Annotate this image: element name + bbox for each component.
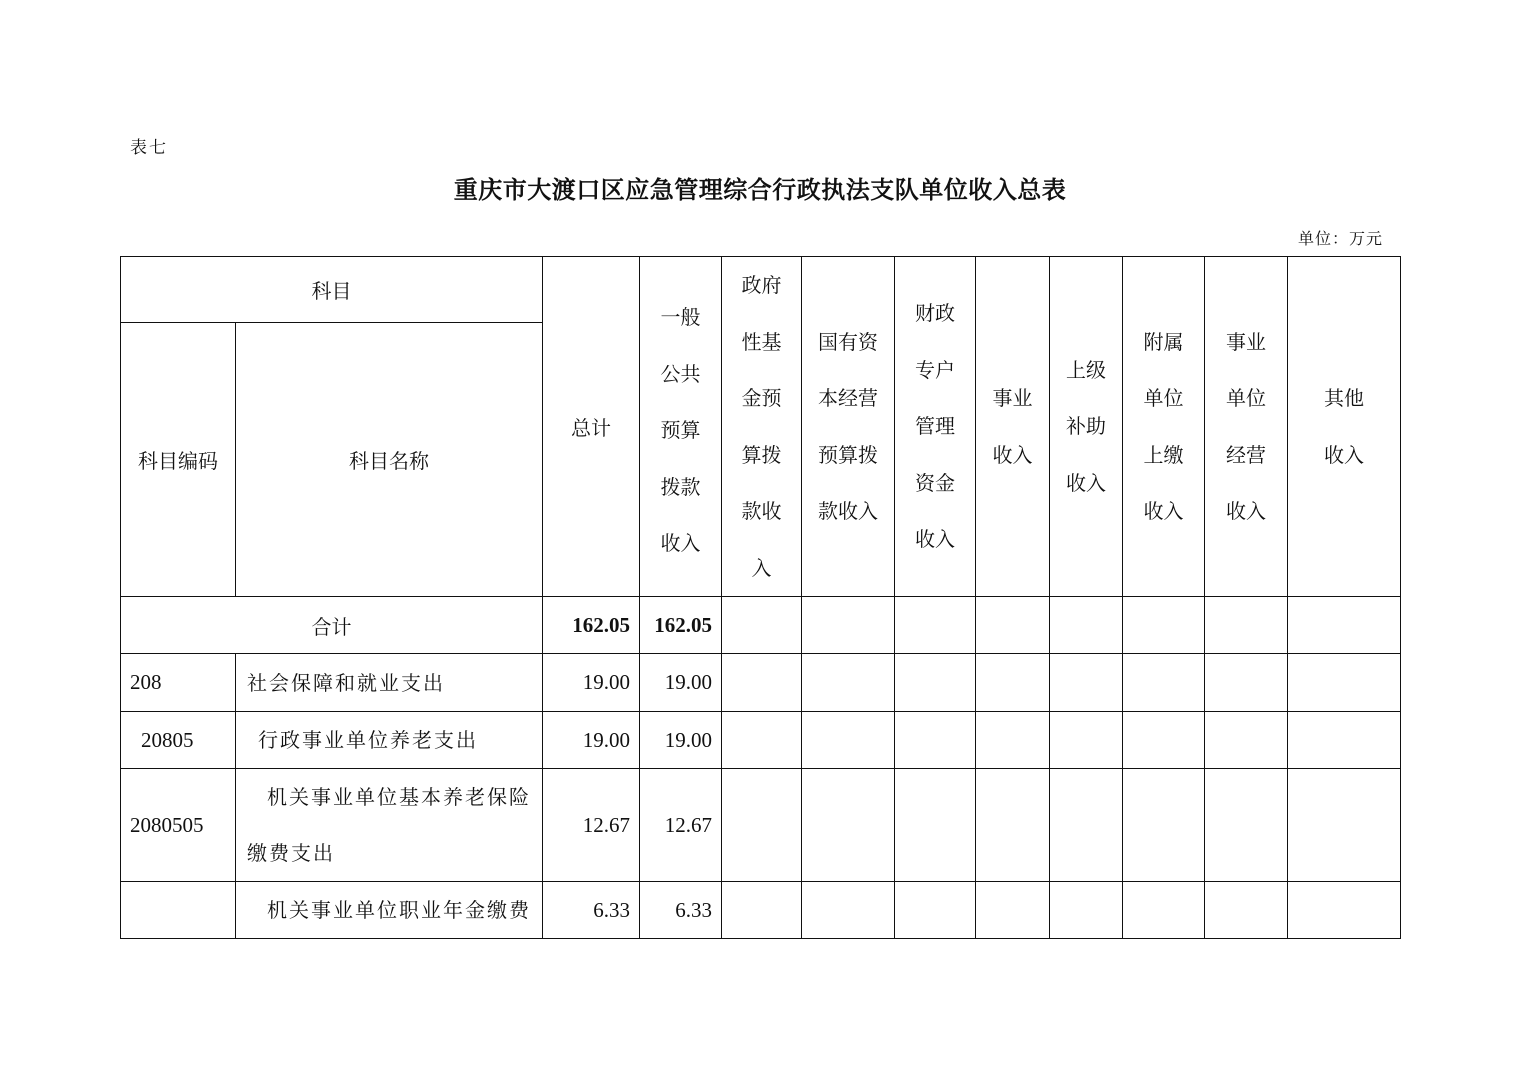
header-state-capital-line: 款收入 [818, 499, 878, 523]
empty-cell [802, 712, 895, 769]
empty-cell [1123, 597, 1205, 654]
empty-cell [722, 712, 802, 769]
header-state-capital-line: 预算拨 [818, 442, 878, 467]
header-affiliated-unit-line: 单位 [1143, 386, 1184, 410]
empty-cell [1050, 712, 1123, 769]
document-title: 重庆市大渡口区应急管理综合行政执法支队单位收入总表 [453, 175, 1067, 204]
header-general-budget [640, 257, 722, 597]
empty-cell [722, 882, 802, 939]
header-business-income [976, 257, 1050, 597]
header-state-capital-line: 本经营 [818, 386, 878, 410]
header-fiscal-special [895, 257, 976, 597]
header-fiscal-special-line: 专户 [915, 357, 955, 382]
row-total: 6.33 [543, 882, 640, 939]
row-code: 20805 [121, 712, 236, 769]
header-superior-subsidy [1050, 257, 1123, 597]
header-state-capital-line: 国有资 [818, 329, 878, 354]
header-general-budget-line: 一般 [660, 305, 701, 330]
empty-cell [1288, 597, 1401, 654]
empty-cell [1205, 882, 1288, 939]
empty-cell [1050, 654, 1123, 712]
empty-cell [1050, 882, 1123, 939]
header-general-budget-line: 公共 [660, 361, 701, 386]
empty-cell [722, 597, 802, 654]
header-superior-subsidy-line: 上级 [1066, 357, 1106, 382]
header-unit-operation-line: 事业 [1226, 329, 1266, 354]
row-total: 12.67 [543, 769, 640, 882]
empty-cell [1205, 712, 1288, 769]
header-fiscal-special-line: 收入 [915, 527, 955, 552]
header-gov-fund-line: 性基 [741, 329, 782, 354]
empty-cell [1050, 597, 1123, 654]
empty-cell [1123, 769, 1205, 882]
header-affiliated-unit-line: 收入 [1143, 499, 1184, 523]
header-superior-subsidy-line: 补助 [1066, 414, 1106, 439]
header-fiscal-special-line: 资金 [915, 470, 955, 495]
empty-cell [1205, 597, 1288, 654]
header-state-capital [802, 257, 895, 597]
header-unit-operation-line: 经营 [1226, 442, 1266, 467]
summary-row [121, 597, 1401, 654]
empty-cell [1288, 654, 1401, 712]
row-general-budget: 19.00 [640, 712, 722, 769]
header-gov-fund-line: 算拨 [741, 442, 782, 467]
row-code [121, 882, 236, 939]
empty-cell [1205, 654, 1288, 712]
row-total: 19.00 [543, 712, 640, 769]
row-name: 社会保障和就业支出 [236, 654, 543, 712]
summary-general-budget: 162.05 [640, 597, 722, 654]
empty-cell [1288, 769, 1401, 882]
header-business-income-line: 收入 [992, 442, 1033, 467]
table-number: 表七 [130, 138, 168, 158]
header-total: 总计 [543, 257, 640, 597]
empty-cell [976, 597, 1050, 654]
empty-cell [1123, 712, 1205, 769]
header-unit-operation-line: 收入 [1226, 499, 1266, 523]
header-row-1 [121, 257, 1401, 323]
header-subject-code: 科目编码 [121, 323, 236, 597]
row-code: 2080505 [121, 769, 236, 882]
header-subject: 科目 [121, 257, 543, 323]
header-subject-name: 科目名称 [236, 323, 543, 597]
header-gov-fund-line: 入 [751, 555, 772, 580]
header-affiliated-unit-line: 附属 [1143, 329, 1184, 354]
header-affiliated-unit-line: 上缴 [1143, 442, 1184, 467]
header-business-income-line: 事业 [992, 386, 1033, 410]
row-name: 行政事业单位养老支出 [236, 712, 543, 769]
header-gov-fund-line: 政府 [741, 273, 782, 297]
empty-cell [722, 654, 802, 712]
row-general-budget: 19.00 [640, 654, 722, 712]
header-other-income-line: 收入 [1324, 442, 1364, 467]
table-row [121, 712, 1401, 769]
empty-cell [802, 882, 895, 939]
empty-cell [976, 769, 1050, 882]
header-fiscal-special-line: 管理 [915, 414, 955, 439]
table-row [121, 654, 1401, 712]
empty-cell [976, 654, 1050, 712]
header-general-budget-line: 收入 [660, 531, 701, 556]
empty-cell [1288, 882, 1401, 939]
table-row [121, 882, 1401, 939]
row-name: 机关事业单位基本养老保险缴费支出 [236, 769, 543, 882]
header-unit-operation-line: 单位 [1226, 386, 1266, 410]
header-gov-fund [722, 257, 802, 597]
header-fiscal-special-line: 财政 [915, 301, 955, 326]
summary-label: 合计 [121, 597, 543, 654]
header-general-budget-line: 拨款 [660, 474, 701, 499]
empty-cell [895, 597, 976, 654]
header-superior-subsidy-line: 收入 [1066, 470, 1106, 495]
empty-cell [802, 769, 895, 882]
header-unit-operation [1205, 257, 1288, 597]
table-row [121, 769, 1401, 882]
empty-cell [895, 654, 976, 712]
row-general-budget: 12.67 [640, 769, 722, 882]
empty-cell [1288, 712, 1401, 769]
empty-cell [976, 882, 1050, 939]
summary-total: 162.05 [543, 597, 640, 654]
row-name: 机关事业单位职业年金缴费 [236, 882, 543, 939]
empty-cell [802, 654, 895, 712]
income-summary-table [120, 256, 1401, 939]
header-other-income-line: 其他 [1324, 386, 1364, 410]
empty-cell [895, 882, 976, 939]
empty-cell [1050, 769, 1123, 882]
empty-cell [1123, 882, 1205, 939]
empty-cell [802, 597, 895, 654]
empty-cell [1123, 654, 1205, 712]
row-general-budget: 6.33 [640, 882, 722, 939]
header-general-budget-line: 预算 [660, 418, 701, 443]
header-gov-fund-line: 款收 [741, 499, 782, 523]
row-code: 208 [121, 654, 236, 712]
empty-cell [722, 769, 802, 882]
empty-cell [1205, 769, 1288, 882]
empty-cell [976, 712, 1050, 769]
unit-label: 单位：万元 [1298, 229, 1384, 248]
header-affiliated-unit [1123, 257, 1205, 597]
row-total: 19.00 [543, 654, 640, 712]
header-gov-fund-line: 金预 [741, 386, 782, 410]
empty-cell [895, 769, 976, 882]
empty-cell [895, 712, 976, 769]
header-other-income [1288, 257, 1401, 597]
